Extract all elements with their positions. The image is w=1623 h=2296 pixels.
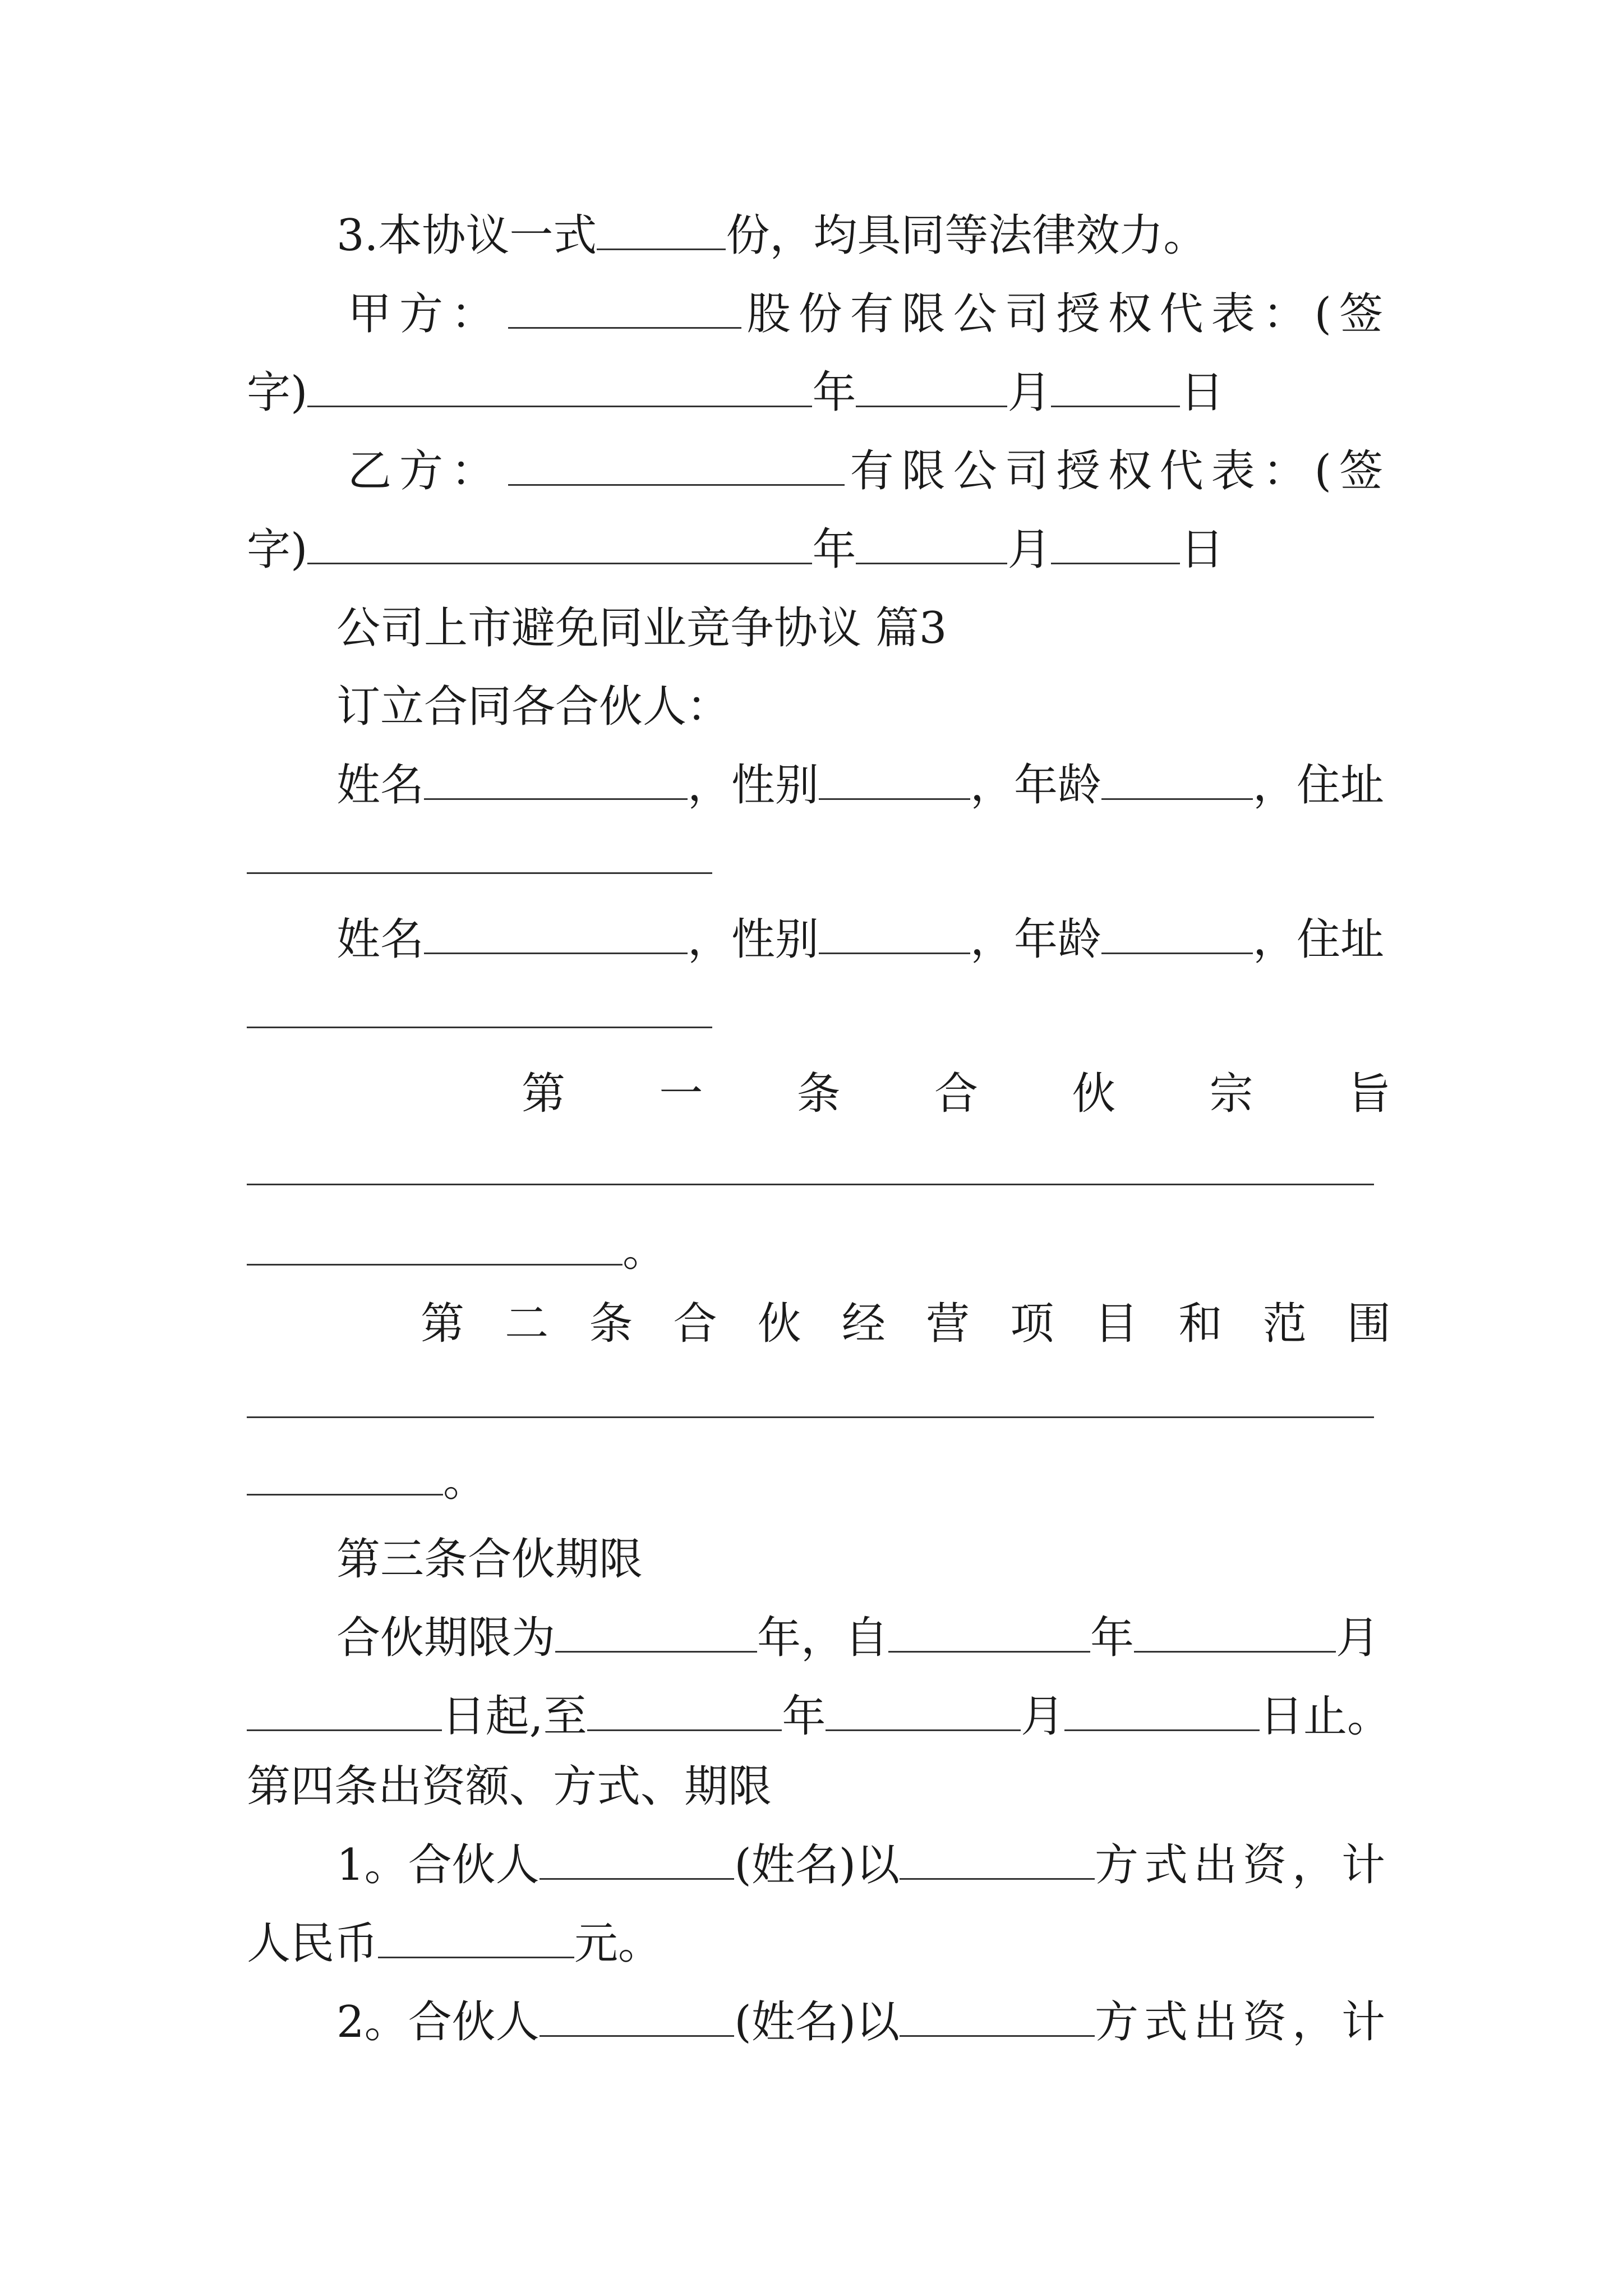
month-label: 月 bbox=[1021, 1691, 1065, 1742]
copies-text: 3.本协议一式 bbox=[336, 210, 597, 261]
blank-line bbox=[508, 288, 741, 329]
copies-text-end: 份，均具同等法律效力。 bbox=[726, 210, 1207, 261]
blank-line bbox=[307, 366, 812, 407]
day-until-label: 日起,至 bbox=[441, 1691, 587, 1742]
blank-line bbox=[555, 1612, 757, 1653]
yuan-label: 元。 bbox=[574, 1918, 662, 1969]
parties-intro: 订立合同各合伙人： bbox=[336, 682, 731, 732]
age-label: ，年龄 bbox=[970, 760, 1102, 811]
rmb-label: 人民币 bbox=[247, 1918, 379, 1969]
period: 。 bbox=[623, 1226, 667, 1276]
blank-line bbox=[819, 913, 970, 954]
name-label: 姓名 bbox=[336, 914, 425, 965]
article-char: 一 bbox=[659, 1069, 703, 1119]
blank-line bbox=[247, 1690, 442, 1731]
blank-line bbox=[856, 523, 1007, 564]
blank-line bbox=[1101, 759, 1253, 800]
party-a-label: 甲方： bbox=[348, 289, 503, 339]
blank-line bbox=[247, 1225, 623, 1266]
address-blank bbox=[247, 1027, 712, 1028]
day-end-label: 日止。 bbox=[1259, 1691, 1391, 1742]
article-char: 合 bbox=[673, 1299, 717, 1349]
article-char: 项 bbox=[1010, 1299, 1054, 1349]
name-by-label: (姓名)以 bbox=[734, 1840, 900, 1890]
article-1-blank-end bbox=[247, 1223, 1391, 1279]
article-char: 和 bbox=[1178, 1299, 1223, 1349]
month-label: 月 bbox=[1007, 367, 1052, 418]
blank-line bbox=[1134, 1612, 1336, 1653]
partner-label: 2。合伙人 bbox=[336, 1997, 540, 2047]
partner-info-line bbox=[247, 912, 1391, 968]
copies-clause bbox=[247, 208, 1391, 264]
article-char: 第 bbox=[421, 1299, 465, 1349]
contribution-1-amount bbox=[247, 1916, 1391, 1972]
blank-line bbox=[540, 1996, 735, 2037]
contribution-2-line bbox=[247, 1994, 1391, 2050]
blank-line bbox=[1101, 913, 1253, 954]
month-label: 月 bbox=[1007, 524, 1052, 575]
method-label: 方式出资，计 bbox=[1094, 1840, 1391, 1890]
article-2-blank-end bbox=[247, 1453, 1391, 1509]
party-b-line bbox=[247, 443, 1391, 499]
address-label: ，住址 bbox=[1253, 914, 1385, 965]
blank-line bbox=[378, 1917, 574, 1958]
party-b-sign-line bbox=[247, 522, 1391, 578]
article-char: 范 bbox=[1262, 1299, 1307, 1349]
article-char: 合 bbox=[934, 1069, 978, 1119]
party-b-rep-label: 有限公司授权代表：(签 bbox=[850, 446, 1391, 496]
contribution-1-line bbox=[247, 1837, 1391, 1893]
blank-line bbox=[900, 1996, 1095, 2037]
article-char: 条 bbox=[589, 1299, 633, 1349]
article-1-heading bbox=[247, 1066, 1391, 1122]
blank-line bbox=[1051, 523, 1180, 564]
article-char: 条 bbox=[796, 1069, 841, 1119]
sign-label: 字) bbox=[247, 524, 308, 575]
article-char: 二 bbox=[505, 1299, 549, 1349]
blank-line bbox=[819, 759, 970, 800]
article-char: 围 bbox=[1347, 1299, 1391, 1349]
partner-label: 1。合伙人 bbox=[336, 1840, 540, 1890]
article-2-heading bbox=[247, 1296, 1391, 1352]
year-label: 年 bbox=[1090, 1613, 1135, 1663]
from-label: 年，自 bbox=[757, 1613, 889, 1663]
blank-line bbox=[597, 209, 726, 250]
year-label: 年 bbox=[812, 367, 856, 418]
blank-line bbox=[424, 913, 688, 954]
address-blank bbox=[247, 872, 712, 874]
address-label: ，住址 bbox=[1253, 760, 1385, 811]
gender-label: ，性别 bbox=[688, 914, 819, 965]
blank-line bbox=[1064, 1690, 1260, 1731]
year-label: 年 bbox=[812, 524, 856, 575]
term-line-1 bbox=[247, 1610, 1391, 1666]
day-label: 日 bbox=[1180, 367, 1224, 418]
article-char: 宗 bbox=[1209, 1069, 1253, 1119]
term-line-2 bbox=[247, 1688, 1391, 1745]
blank-line bbox=[508, 445, 845, 486]
name-by-label: (姓名)以 bbox=[734, 1997, 900, 2047]
blank-line bbox=[900, 1839, 1095, 1880]
blank-line bbox=[856, 366, 1007, 407]
blank-line bbox=[247, 1455, 443, 1496]
article-char: 目 bbox=[1094, 1299, 1138, 1349]
name-label: 姓名 bbox=[336, 760, 425, 811]
blank-line bbox=[826, 1690, 1021, 1731]
period: 。 bbox=[443, 1456, 487, 1506]
article-char: 经 bbox=[841, 1299, 886, 1349]
party-a-line bbox=[247, 286, 1391, 342]
article-char: 旨 bbox=[1347, 1069, 1391, 1119]
partner-info-line bbox=[247, 757, 1391, 813]
article-4-title: 第四条出资额、方式、期限 bbox=[247, 1761, 772, 1812]
blank-line bbox=[540, 1839, 735, 1880]
blank-line bbox=[247, 1184, 1374, 1185]
blank-line bbox=[587, 1690, 782, 1731]
article-char: 伙 bbox=[757, 1299, 801, 1349]
term-label: 合伙期限为 bbox=[336, 1613, 556, 1663]
blank-line bbox=[888, 1612, 1090, 1653]
blank-line bbox=[247, 1416, 1374, 1418]
article-char: 第 bbox=[522, 1069, 566, 1119]
article-char: 伙 bbox=[1072, 1069, 1116, 1119]
article-3-title: 第三条合伙期限 bbox=[336, 1534, 643, 1585]
sign-label: 字) bbox=[247, 367, 308, 418]
party-a-rep-label: 股份有限公司授权代表：(签 bbox=[746, 289, 1391, 339]
year-label: 年 bbox=[782, 1691, 826, 1742]
party-b-label: 乙方： bbox=[348, 446, 503, 496]
article-char: 营 bbox=[926, 1299, 970, 1349]
method-label: 方式出资，计 bbox=[1094, 1997, 1391, 2047]
day-label: 日 bbox=[1180, 524, 1224, 575]
party-a-sign-line bbox=[247, 365, 1391, 421]
section-title: 公司上市避免同业竞争协议 篇3 bbox=[336, 603, 947, 654]
blank-line bbox=[424, 759, 688, 800]
age-label: ，年龄 bbox=[970, 914, 1102, 965]
blank-line bbox=[1051, 366, 1180, 407]
month-label: 月 bbox=[1336, 1613, 1380, 1663]
gender-label: ，性别 bbox=[688, 760, 819, 811]
blank-line bbox=[307, 523, 812, 564]
